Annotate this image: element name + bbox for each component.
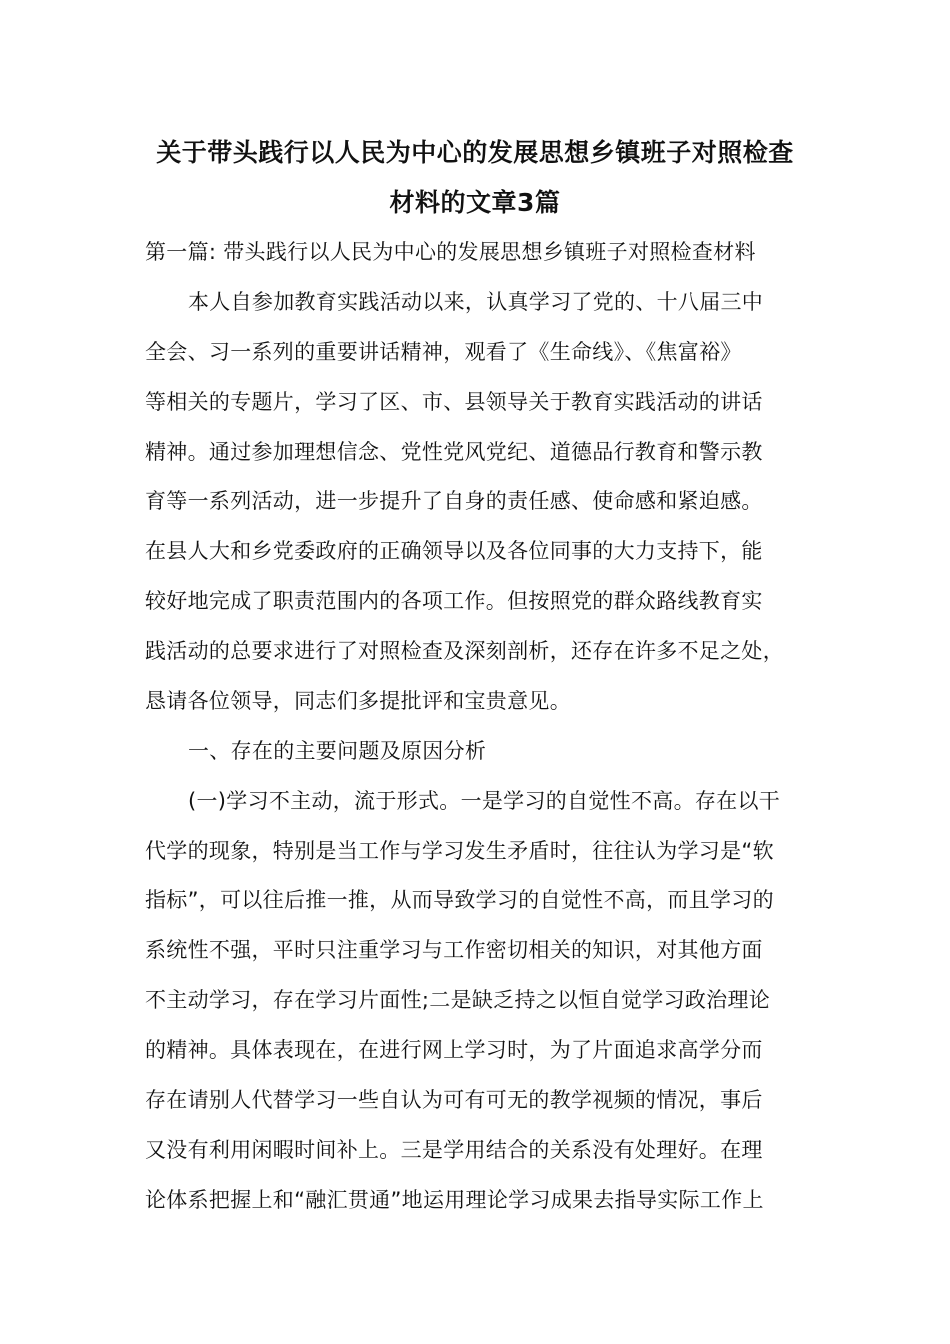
paragraph-line: 精神。通过参加理想信念、党性党风党纪、道德品行教育和警示教 <box>145 440 763 464</box>
document-title-line-2: 材料的文章3篇 <box>389 188 561 217</box>
paragraph-line: 在县人大和乡党委政府的正确领导以及各位同事的大力支持下，能 <box>145 539 763 563</box>
paragraph-line: 系统性不强，平时只注重学习与工作密切相关的知识，对其他方面 <box>145 938 763 962</box>
paragraph-line: 较好地完成了职责范围内的各项工作。但按照党的群众路线教育实 <box>145 589 763 613</box>
document-title-line-1: 关于带头践行以人民为中心的发展思想乡镇班子对照检查 <box>156 138 794 167</box>
paragraph-line: 全会、习一系列的重要讲话精神，观看了《生命线》、《焦富裕》 <box>145 340 742 364</box>
paragraph-line: 论体系把握上和“融汇贯通”地运用理论学习成果去指导实际工作上 <box>145 1188 764 1212</box>
section-heading-problems: 一、存在的主要问题及原因分析 <box>188 739 487 763</box>
paragraph-line: 代学的现象，特别是当工作与学习发生矛盾时，往往认为学习是“软 <box>145 839 774 863</box>
section-heading-first-article: 第一篇: 带头践行以人民为中心的发展思想乡镇班子对照检查材料 <box>145 240 756 264</box>
paragraph-line: 存在请别人代替学习一些自认为可有可无的教学视频的情况，事后 <box>145 1088 763 1112</box>
paragraph-line: 等相关的专题片，学习了区、市、县领导关于教育实践活动的讲话 <box>145 390 763 414</box>
paragraph-line: 指标”，可以往后推一推，从而导致学习的自觉性不高，而且学习的 <box>145 888 774 912</box>
paragraph-line: 的精神。具体表现在，在进行网上学习时，为了片面追求高学分而 <box>145 1038 763 1062</box>
paragraph-line: 践活动的总要求进行了对照检查及深刻剖析，还存在许多不足之处， <box>145 639 784 663</box>
paragraph-line: (一)学习不主动，流于形式。一是学习的自觉性不高。存在以干 <box>188 789 781 813</box>
paragraph-line: 又没有利用闲暇时间补上。三是学用结合的关系没有处理好。在理 <box>145 1138 763 1162</box>
paragraph-line: 不主动学习，存在学习片面性;二是缺乏持之以恒自觉学习政治理论 <box>145 988 771 1012</box>
paragraph-line: 本人自参加教育实践活动以来，认真学习了党的、十八届三中 <box>188 290 764 314</box>
paragraph-line: 育等一系列活动，进一步提升了自身的责任感、使命感和紧迫感。 <box>145 489 763 513</box>
paragraph-line: 恳请各位领导，同志们多提批评和宝贵意见。 <box>145 689 571 713</box>
